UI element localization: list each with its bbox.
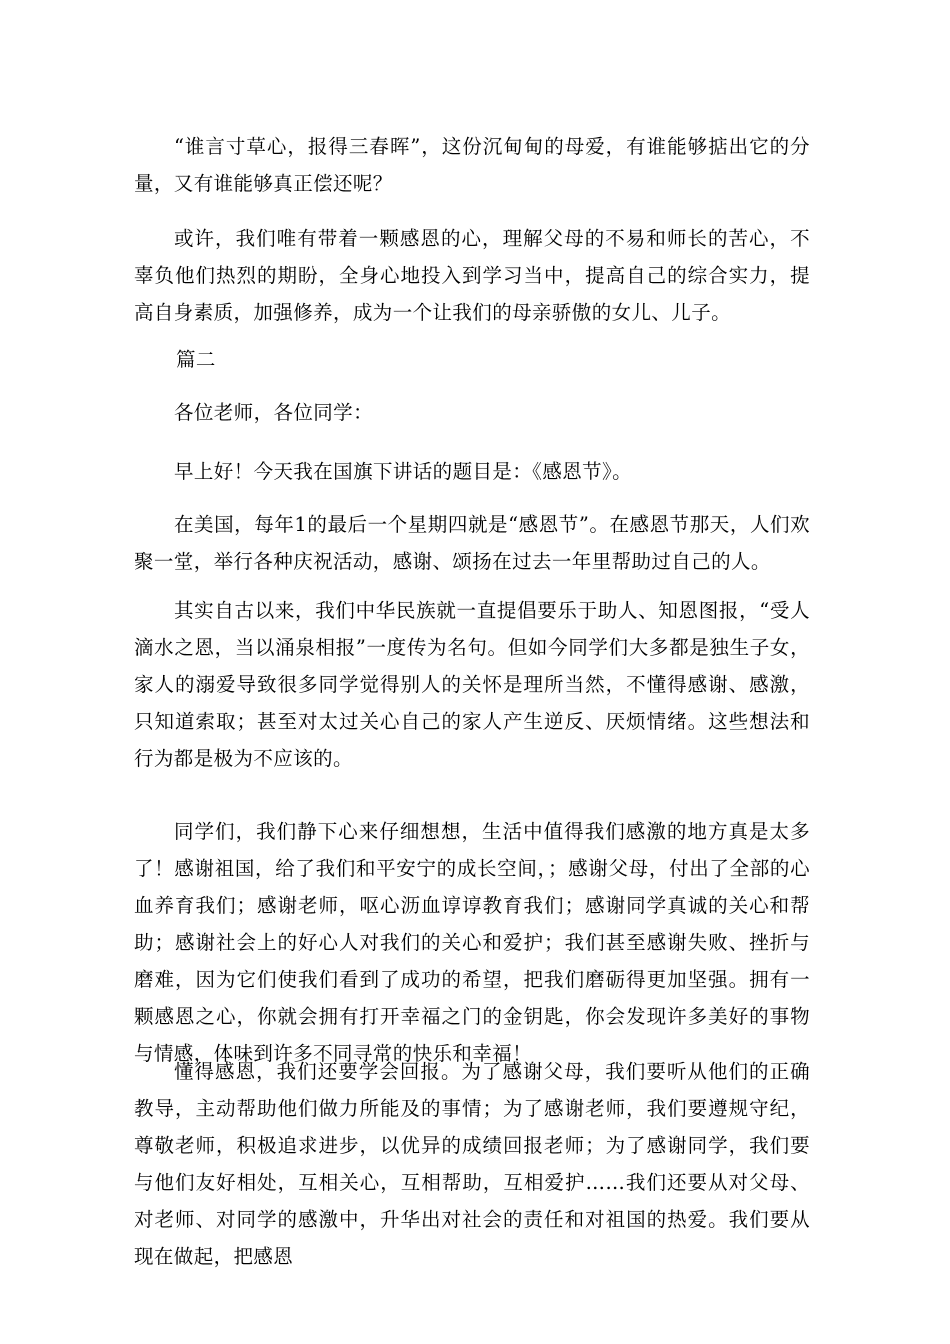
speech-greeting: 各位老师，各位同学： xyxy=(173,401,373,424)
speech-opening: 早上好！今天我在国旗下讲话的题目是：《感恩节》。 xyxy=(173,460,633,483)
paragraph-mothers-love-quote: “谁言寸草心，报得三春晖”，这份沉甸甸的母爱，有谁能够掂出它的分量，又有谁能够真正偿还呢？ xyxy=(134,135,810,195)
paragraph-grateful-heart: 或许，我们唯有带着一颗感恩的心，理解父母的不易和师长的苦心，不辜负他们热烈的期盼，全身心地投入到学习当中，提高自己的综合实力，提高自身素质，加强修养，成为一个让我们的母亲骄傲的女儿、儿子。 xyxy=(134,227,810,324)
paragraph-thanksgiving-usa: 在美国，每年1的最后一个星期四就是“感恩节”。在感恩节那天，人们欢聚一堂，举行各种庆祝活动，感谢、颂扬在过去一年里帮助过自己的人。 xyxy=(134,513,810,573)
section-heading: 篇二 xyxy=(176,348,216,371)
paragraph-repaying-gratitude: 懂得感恩，我们还要学会回报。为了感谢父母，我们要听从他们的正确教导，主动帮助他们做力所能及的事情；为了感谢老师，我们要遵规守纪，尊敬老师，积极追求进步，以优异的成绩回报老师；为了感谢同学，我们要与他们友好相处，互相关心，互相帮助，互相爱护……我们还要从对父母、对老师、对同学的感激中，升华出对社会的责任和对祖国的热爱。我们要从现在做起，把感恩 xyxy=(134,1060,810,1268)
paragraph-reasons-to-be-grateful: 同学们，我们静下心来仔细想想，生活中值得我们感激的地方真是太多了！感谢祖国，给了我们和平安宁的成长空间，；感谢父母，付出了全部的心血养育我们；感谢老师，呕心沥血谆谆教育我们；感谢同学真诚的关心和帮助；感谢社会上的好心人对我们的关心和爱护；我们甚至感谢失败、挫折与磨难，因为它们使我们看到了成功的希望，把我们磨砺得更加坚强。拥有一颗感恩之心，你就会拥有打开幸福之门的金钥匙，你会发现许多美好的事物与情感，体味到许多不同寻常的快乐和幸福！ xyxy=(134,820,810,1065)
paragraph-chinese-tradition: 其实自古以来，我们中华民族就一直提倡要乐于助人、知恩图报，“受人滴水之恩，当以涌泉相报”一度传为名句。但如今同学们大多都是独生子女，家人的溺爱导致很多同学觉得别人的关怀是理所当然，不懂得感谢、感激，只知道索取；甚至对太过关心自己的家人产生逆反、厌烦情绪。这些想法和行为都是极为不应该的。 xyxy=(134,599,810,770)
